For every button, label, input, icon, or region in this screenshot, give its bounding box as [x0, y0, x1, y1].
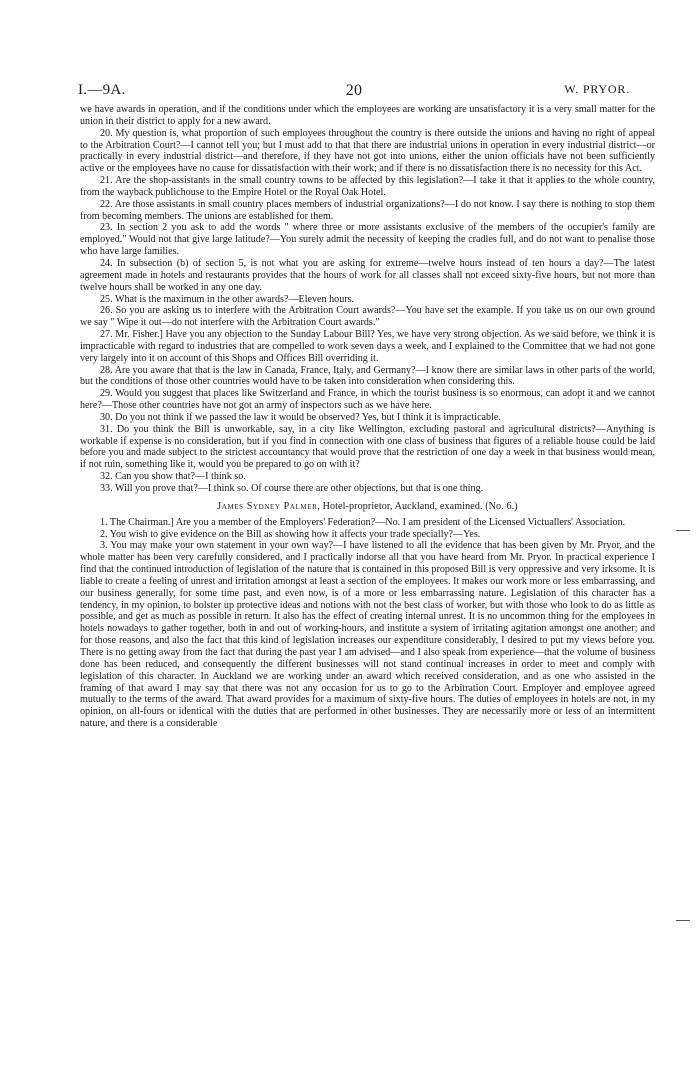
running-witness-name: W. PRYOR. — [564, 82, 630, 96]
paragraph: 23. In section 2 you ask to add the words " where three or more assistants exclusive of the members of the occupier's family are employed." Would not that give large latitude?—You surely admit the necessity of keeping the cradles full, and do not want to penalise those who have large families. — [80, 222, 655, 258]
margin-mark — [676, 530, 690, 531]
document-reference: I.—9A. — [78, 82, 126, 98]
paragraph: 24. In subsection (b) of section 5, is not what you are asking for extreme—twelve hours instead of ten hours a day?—The latest agreement made in hotels and restaurants provides that the hours of work for all classes shall not exceed sixty-five hours, but not more than twelve hours shall be worked in any one day. — [80, 257, 655, 293]
paragraph: 2. You wish to give evidence on the Bill as showing how it affects your trade specially?—Yes. — [100, 528, 481, 540]
paragraph: 28. Are you aware that that is the law in Canada, France, Italy, and Germany?—I know there are similar laws in other parts of the world, but the conditions of those other countries would have to be taken into consideration when considering this. — [80, 364, 655, 388]
witness-heading — [80, 501, 655, 513]
margin-mark — [676, 920, 690, 921]
page-number: 20 — [345, 82, 363, 99]
paragraph: 25. What is the maximum in the other awards?—Eleven hours. — [100, 293, 355, 305]
paragraph: 27. Mr. Fisher.] Have you any objection to the Sunday Labour Bill? Yes, we have very strong objection. As we said before, we think it is impracticable with regard to industries that are compelled to work seven days a week, and I explained to the Committee that we had not gone very largely into it on account of this Shops and Offices Bill overriding it. — [80, 329, 655, 364]
paragraph: 22. Are those assistants in small country places members of industrial organizations?—I do not know. I say there is nothing to stop them from becoming members. The unions are established for them. — [80, 198, 655, 222]
paragraph: we have awards in operation, and if the conditions under which the employees are working are unsatisfactory it is a very small matter for the union in their district to apply for a new award. — [80, 104, 655, 127]
paragraph: 29. Would you suggest that places like Switzerland and France, in which the tourist business is so enormous, can adopt it and we cannot here?—Those other countries have not got an army of inspectors such as we have here. — [80, 388, 655, 412]
paragraph: 31. Do you think the Bill is unworkable, say, in a city like Wellington, excluding pastoral and agricultural districts?—Anything is workable if expense is no consideration, but if you find in connection with one class of business that figures of a reliable house could be laid before you and made subject to the strictest accountancy that would prove that the restriction of one day a week in that business would mean, if not ruin, something like it, would you be prepared to go on with it? — [80, 423, 655, 471]
witness-name: James Sydney Palmer — [217, 500, 318, 512]
paragraph: 32. Can you show that?—I think so. — [100, 471, 246, 483]
paragraph: 30. Do you not think if we passed the law it would be observed? Yes, but I think it is impracticable. — [100, 411, 501, 423]
paragraph: 1. The Chairman.] Are you a member of the Employers' Federation?—No. I am president of the Licensed Victuallers' Association. — [100, 516, 626, 528]
paragraph: 26. So you are asking us to interfere with the Arbitration Court awards?—You have set the example. If you take us on our own ground we say " Wipe it out—do not interfere with the Arbitration Court awards." — [80, 305, 655, 329]
paragraph: 33. Will you prove that?—I think so. Of course there are other objections, but that is one thing. — [100, 483, 484, 494]
paragraph: 21. Are the shop-assistants in the small country towns to be affected by this legislation?—I take it that it applies to the whole country, from the wayback publichouse to the Empire Hotel or the Royal Oak Hotel. — [80, 175, 655, 198]
paragraph: 20. My question is, what proportion of such employees throughout the country is there outside the unions and having no right of appeal to the Arbitration Court?—I cannot tell you; but I must add to that that there are industrial unions in operation in every industrial district—or practically in every industrial district—and therefore, if they have not got into unions, either the union officials have not been sufficiently active or the employees have no cause for dissatisfaction with their work; and if there is no dissatisfaction there is no necessity for this Act. — [80, 127, 655, 175]
page-body — [80, 104, 655, 730]
page-header — [78, 82, 630, 100]
witness-description: , Hotel-proprietor, Auckland, examined. (No. 6.) — [317, 500, 518, 512]
paragraph: 3. You may make your own statement in your own way?—I have listened to all the evidence that has been given by Mr. Pryor, and the whole matter has been very carefully considered, and I practically indorse all that you have heard from Mr. Pryor. In practical experience I find that the continued introduction of legislation of the nature that is contained in this proposed Bill is very oppressive and very irksome. It is liable to create a feeling of unrest and irritation amongst at least a section of the employees. It makes our work more or less embarrassing, and our business generally, for some time past, and even now, is of a more or less embarrassing nature. Legislation of this character has a tendency, in my opinion, to bolster up protective ideas and notions with not the best class of worker, but with those who look to do as little as possible, and get as much as possible in return. It also has the effect of creating internal unrest. It is no uncommon thing for the employees in hotels nowadays to gather together, both in and out of working-hours, and institute a system of irritating agitation amongst one another; and for those reasons, and also the fact that this kind of legislation increases our expenditure considerably, I desired to put my views before you. There is no getting away from the fact that during the past year I am advised—and I also speak from experience—that the volume of business done has been reduced, and consequently the different businesses will not stand continual increases in order to meet and comply with legislation of this character. In Auckland we are working under an award which received consideration, and as one who assisted in the framing of that award I may say that there was not any occasion for us to go to the Arbitration Court. Employer and employee agreed mutually to the terms of the award. That award provides for a maximum of sixty-five hours. The duties of employees in hotels are not, in my opinion, on all-fours or identical with the duties that are performed in other businesses. They are necessarily more or less of an intermittent nature, and there is a considerable — [80, 540, 655, 730]
